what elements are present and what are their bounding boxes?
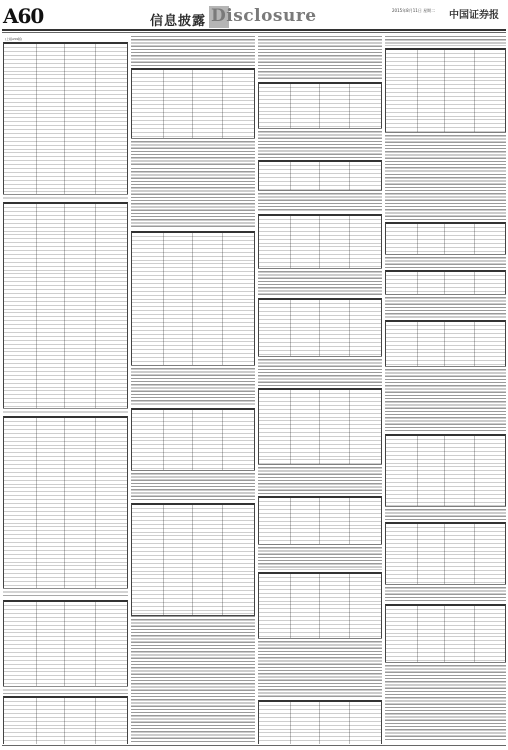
table-block (258, 82, 382, 129)
text-block (131, 36, 255, 66)
table-block (258, 298, 382, 357)
table-block (3, 600, 128, 687)
column-3 (258, 36, 382, 744)
table-block (385, 522, 506, 585)
table-block (385, 604, 506, 663)
table-block (258, 214, 382, 269)
text-block (385, 254, 506, 268)
section-title-cn: 信息披露 (150, 14, 207, 29)
table-block (258, 496, 382, 545)
text-block (385, 366, 506, 432)
text-block (258, 464, 382, 494)
table-block (385, 222, 506, 255)
page-number: A60 (3, 4, 44, 28)
text-block (258, 356, 382, 386)
table-block (3, 696, 128, 744)
table-block (385, 48, 506, 133)
page-body (3, 36, 506, 744)
table-block (131, 68, 255, 139)
text-block (3, 408, 128, 414)
column-1 (3, 36, 128, 744)
column-4 (385, 36, 506, 744)
header-rule-thin (2, 32, 506, 33)
text-block (385, 506, 506, 520)
table-block (3, 202, 128, 409)
text-block (131, 365, 255, 405)
table-block (3, 416, 128, 589)
text-block (385, 36, 506, 46)
text-block (385, 132, 506, 172)
text-block (131, 138, 255, 166)
text-block (258, 544, 382, 570)
section-title-en: Disclosure (211, 6, 317, 26)
text-block (131, 168, 255, 228)
text-block (258, 36, 382, 80)
table-block (385, 270, 506, 295)
table-block (258, 572, 382, 639)
continuation-note: (上接A59版) (5, 37, 23, 41)
table-block (385, 320, 506, 367)
text-block (385, 294, 506, 318)
text-block (131, 470, 255, 500)
text-block (3, 588, 128, 598)
text-block (258, 128, 382, 158)
table-block (131, 408, 255, 471)
table-block (258, 160, 382, 191)
footer-rule (2, 745, 506, 746)
text-block (385, 662, 506, 742)
text-block (385, 584, 506, 602)
page-header (0, 0, 508, 34)
table-block (3, 42, 128, 195)
table-block (131, 231, 255, 366)
text-block (258, 268, 382, 296)
table-block (258, 388, 382, 465)
table-block (258, 700, 382, 744)
table-block (385, 434, 506, 507)
text-block (385, 174, 506, 220)
text-block (258, 190, 382, 212)
table-block (131, 503, 255, 616)
text-block (258, 638, 382, 698)
header-rule (2, 29, 506, 31)
newspaper-name: 中国证券报 (449, 10, 499, 21)
publication-date: 2015年8月11日 星期二 (392, 8, 436, 13)
text-block (3, 194, 128, 200)
text-block (131, 616, 255, 742)
text-block (3, 686, 128, 694)
column-2 (131, 36, 255, 744)
